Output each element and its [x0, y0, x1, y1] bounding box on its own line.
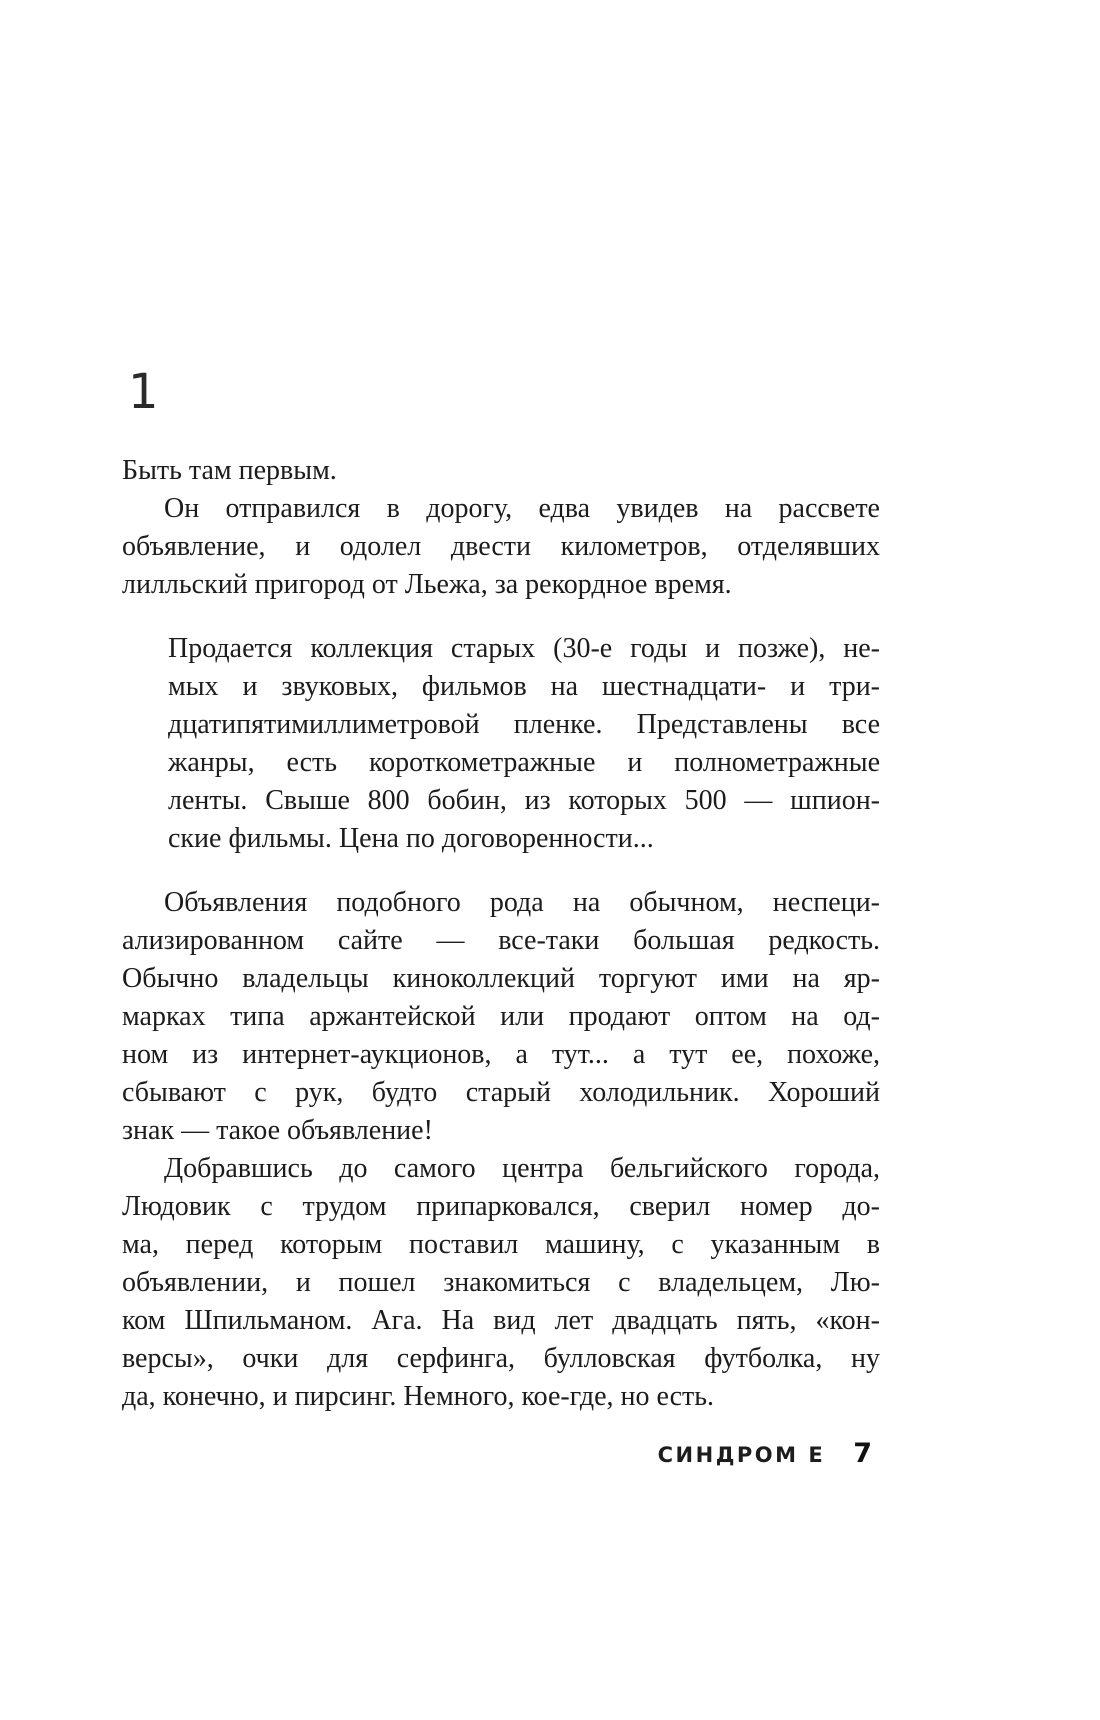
- text-line: марках типа аржантейской или продают оптом на од-: [122, 1001, 880, 1032]
- text-line: Обычно владельцы киноколлекций торгуют ими на яр-: [122, 963, 880, 994]
- text-line: жанры, есть короткометражные и полнометражные: [168, 747, 880, 778]
- text-line: да, конечно, и пирсинг. Немного, кое-где, но есть.: [122, 1381, 715, 1412]
- chapter-number: 1: [128, 364, 159, 420]
- text-line: ком Шпильманом. Ага. На вид лет двадцать пять, «кон-: [122, 1305, 880, 1336]
- text-line: мых и звуковых, фильмов на шестнадцати- и три-: [168, 671, 880, 702]
- paragraph: [122, 490, 880, 604]
- text-block: [122, 452, 880, 1416]
- text-line: Он отправился в дорогу, едва увидев на рассвете: [164, 493, 880, 524]
- text-line: сбывают с рук, будто старый холодильник. Хороший: [122, 1077, 880, 1108]
- text-line: знак — такое объявление!: [122, 1115, 433, 1146]
- text-line: Добравшись до самого центра бельгийского города,: [164, 1153, 880, 1184]
- text-line: ма, перед которым поставил машину, с указанным в: [122, 1229, 880, 1260]
- text-line: Людовик с трудом припарковался, сверил номер до-: [122, 1191, 880, 1222]
- text-line: объявлении, и пошел знакомиться с владельцем, Лю-: [122, 1267, 880, 1298]
- text-line: ализированном сайте — все-таки большая редкость.: [122, 925, 880, 956]
- text-line: ном из интернет-аукционов, а тут... а тут ее, похоже,: [122, 1039, 880, 1070]
- text-line: дцатипятимиллиметровой пленке. Представлены все: [168, 709, 880, 740]
- text-line: объявление, и одолел двести километров, отделявших: [122, 531, 880, 562]
- text-line: версы», очки для серфинга, булловская футболка, ну: [122, 1343, 880, 1374]
- page-number: 7: [853, 1438, 872, 1469]
- text-line: Объявления подобного рода на обычном, неспеци-: [164, 887, 880, 918]
- page-footer: [658, 1438, 872, 1469]
- paragraph: [122, 884, 880, 1150]
- running-title: СИНДРОМ Е: [657, 1443, 826, 1467]
- text-line: лилльский пригород от Льежа, за рекордное время.: [122, 569, 732, 600]
- paragraph: [122, 452, 880, 490]
- text-line: Продается коллекция старых (30-е годы и позже), не-: [168, 633, 880, 664]
- text-line: Быть там первым.: [122, 455, 337, 486]
- text-line: ские фильмы. Цена по договоренности...: [168, 823, 654, 854]
- classified-ad: [168, 630, 880, 858]
- paragraph: [122, 1150, 880, 1416]
- text-line: ленты. Свыше 800 бобин, из которых 500 — шпион-: [168, 785, 880, 816]
